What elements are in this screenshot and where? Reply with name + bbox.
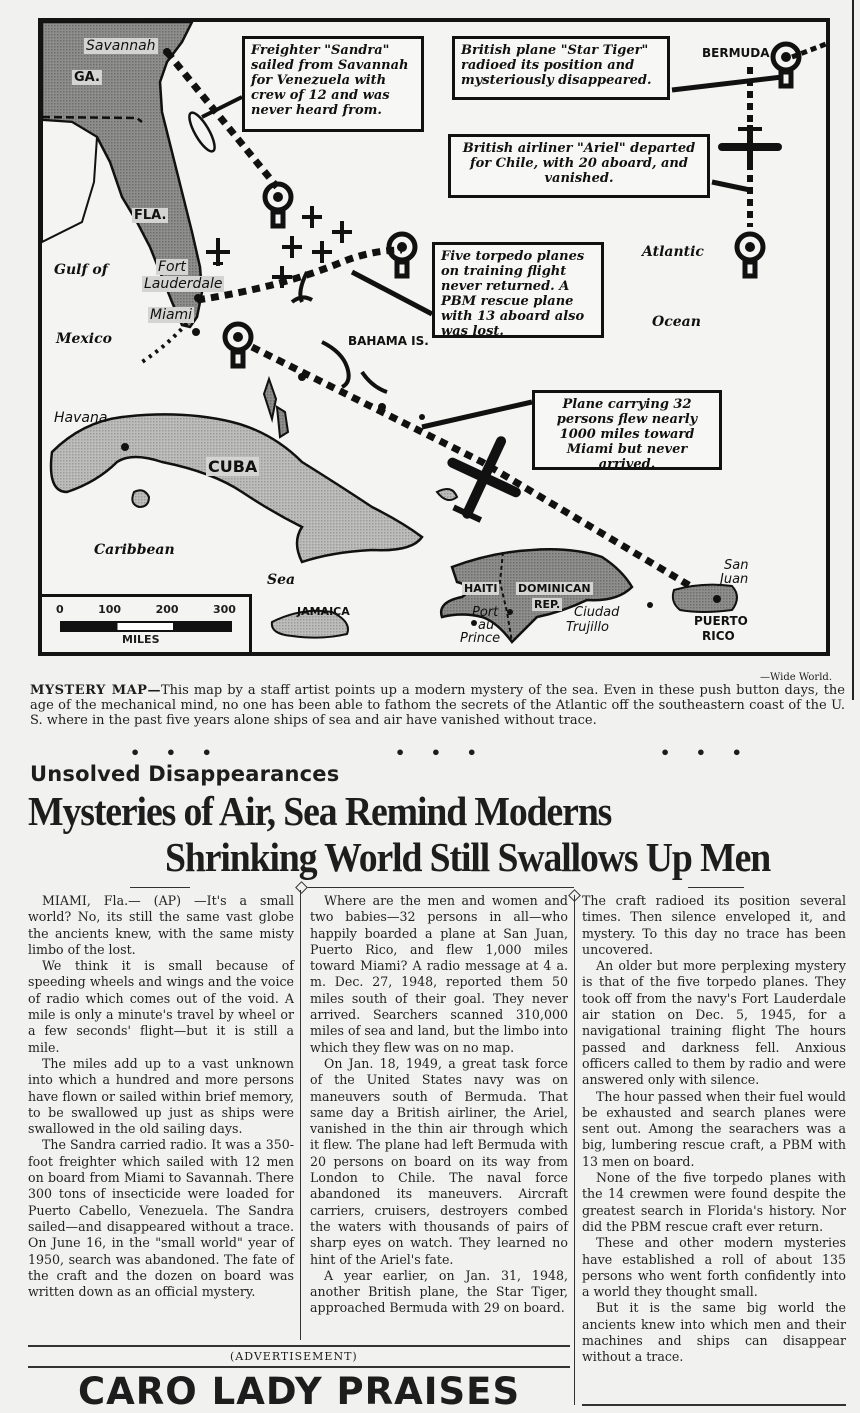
label-trujillo: Trujillo bbox=[566, 620, 609, 635]
label-ciudad: Ciudad bbox=[574, 605, 620, 620]
paragraph: On Jan. 18, 1949, a great task force of the United States navy was on maneuvers south of Bermuda. That same day a British airliner, the Ariel, vanished in the thin air through which it flew. The plane had left Bermuda with 20 persons on board on its way from London to Chile. The naval force abandoned its maneuvers. Aircraft carriers, cruisers, destroyers combed the waters with thousands of pairs of sharp eyes on watch. They learned no hint of the Ariel's fate. bbox=[310, 1055, 568, 1267]
adjacent-column-rule bbox=[852, 0, 854, 700]
label-sea: Sea bbox=[267, 572, 296, 588]
divider bbox=[28, 1345, 570, 1347]
headline-line-1: Mysteries of Air, Sea Remind Moderns bbox=[28, 788, 612, 834]
scale-tick: 200 bbox=[155, 603, 179, 616]
scale-tick: 100 bbox=[98, 603, 122, 616]
label-florida: FLA. bbox=[134, 208, 167, 223]
ornament-icon bbox=[295, 881, 308, 894]
label-bahama-islands: BAHAMA IS. bbox=[348, 334, 429, 348]
map-caption bbox=[30, 683, 845, 728]
label-cuba: CUBA bbox=[208, 457, 258, 476]
label-ocean: Ocean bbox=[652, 314, 701, 330]
caption-lead: MYSTERY MAP— bbox=[30, 683, 161, 698]
label-georgia: GA. bbox=[74, 70, 100, 85]
label-rep: REP. bbox=[534, 598, 561, 611]
separator-dots: • • • bbox=[130, 743, 222, 762]
column-rule bbox=[300, 890, 301, 1340]
photo-credit: —Wide World. bbox=[760, 672, 832, 683]
label-miami: Miami bbox=[150, 307, 193, 323]
divider bbox=[688, 887, 744, 888]
article-column-2 bbox=[310, 893, 568, 1317]
paragraph: But it is the same big world the ancients knew into which men and their machines and ships can disappear without a trace. bbox=[582, 1300, 846, 1365]
divider bbox=[130, 887, 190, 888]
label-dominican: DOMINICAN bbox=[518, 582, 591, 595]
separator-dots: • • • bbox=[395, 743, 487, 762]
label-caribbean: Caribbean bbox=[94, 542, 175, 558]
label-savannah: Savannah bbox=[86, 38, 156, 54]
caption-text: This map by a staff artist points up a modern mystery of the sea. Even in these push button days, the age of the mechanical mind, no one has been able to fathom the secrets of the Atlantic off the southeastern coast of the U. S. where in the past five years alone ships of sea and air have vanished without trace. bbox=[30, 683, 846, 728]
mystery-map bbox=[38, 18, 830, 656]
label-havana: Havana bbox=[54, 410, 108, 426]
label-rico: RICO bbox=[702, 629, 735, 643]
paragraph: The Sandra carried radio. It was a 350-foot freighter which sailed with 12 men on board from Miami to Savannah. There 300 tons of insecticide were loaded for Puerto Cabello, Venezuela. The Sandra sailed—and disappeared without a trace. On June 16, in the "small world" year of 1950, search was abandoned. The fate of the craft and the dozen on board was written down as an official mystery. bbox=[28, 1137, 294, 1300]
article-column-3 bbox=[582, 893, 846, 1366]
advertisement-label: (ADVERTISEMENT) bbox=[230, 1350, 358, 1363]
label-atlantic: Atlantic bbox=[642, 244, 704, 260]
callout-plane-32: Plane carrying 32 persons flew nearly 1000 miles toward Miami but never arrived. bbox=[532, 390, 722, 470]
paragraph: The craft radioed its position several times. Then silence enveloped it, and mystery. To this day no trace has been uncovered. bbox=[582, 893, 846, 957]
label-fort: Fort bbox=[158, 259, 186, 275]
scale-graphic bbox=[60, 621, 232, 632]
scale-tick: 300 bbox=[213, 603, 236, 616]
label-port: Port bbox=[472, 605, 499, 620]
label-jamaica: JAMAICA bbox=[297, 605, 350, 618]
callout-star-tiger: British plane "Star Tiger" radioed its position and mysteriously disappeared. bbox=[452, 36, 670, 100]
label-prince: Prince bbox=[460, 631, 501, 646]
paragraph: The hour passed when their fuel would be exhausted and search planes were sent out. Among the searachers was a big, lumbering rescue craft, a PBM with 13 men on board. bbox=[582, 1088, 846, 1169]
headline-line-2: Shrinking World Still Swallows Up Men bbox=[165, 834, 771, 880]
article-column-1 bbox=[28, 893, 294, 1300]
label-bermuda: BERMUDA bbox=[702, 46, 770, 60]
divider bbox=[28, 1366, 570, 1368]
paragraph: A year earlier, on Jan. 31, 1948, another British plane, the Star Tiger, approached Bermuda with 29 on board. bbox=[310, 1267, 568, 1316]
paragraph: MIAMI, Fla.— (AP) —It's a small world? No, its still the same vast globe the ancients knew, with the same misty limbo of the lost. bbox=[28, 893, 294, 957]
scale-unit: MILES bbox=[122, 633, 160, 646]
scale-bar bbox=[42, 594, 252, 652]
callout-sandra: Freighter "Sandra" sailed from Savannah for Venezuela with crew of 12 and was never heard from. bbox=[242, 36, 424, 132]
label-gulf-of: Gulf of bbox=[54, 262, 108, 278]
paragraph: The miles add up to a vast unknown into which a hundred and more persons have flown or sailed within brief memory, to be swallowed up just as ships were swallowed in the old sailing days. bbox=[28, 1055, 294, 1137]
callout-torpedo-planes: Five torpedo planes on training flight never returned. A PBM rescue plane with 13 aboard also was lost. bbox=[432, 242, 604, 338]
divider bbox=[302, 887, 574, 888]
column-rule bbox=[574, 895, 575, 1405]
label-puerto: PUERTO bbox=[694, 614, 748, 628]
label-haiti: HAITI bbox=[464, 582, 498, 595]
paragraph: Where are the men and women and two babies—32 persons in all—who happily boarded a plane at San Juan, Puerto Rico, and flew 1,000 miles toward Miami? A radio message at 4 a. m. Dec. 27, 1948, reported them 50 miles south of their goal. They never arrived. Searchers scanned 310,000 miles of sea and land, but the limbo into which they flew was on no map. bbox=[310, 893, 568, 1055]
divider bbox=[582, 1404, 846, 1406]
separator-dots: • • • bbox=[660, 743, 752, 762]
label-au: au bbox=[478, 618, 495, 633]
label-mexico: Mexico bbox=[56, 331, 112, 347]
paragraph: None of the five torpedo planes with the 14 crewmen were found despite the greatest search in Florida's history. Nor did the PBM rescue craft ever return. bbox=[582, 1170, 846, 1234]
paragraph: An older but more perplexing mystery is that of the five torpedo planes. They took off from the navy's Fort Lauderdale air station on Dec. 5, 1945, for a navigational training flight The hours passed and darkness fell. Anxious officers called to them by radio and were answered only with silence. bbox=[582, 958, 846, 1088]
advertisement-headline: CARO LADY PRAISES bbox=[78, 1370, 521, 1413]
label-san: San bbox=[724, 558, 749, 573]
paragraph: These and other modern mysteries have established a roll of about 135 persons who went forth confidently into a world they thought small. bbox=[582, 1235, 846, 1300]
scale-tick: 0 bbox=[56, 603, 64, 616]
callout-ariel: British airliner "Ariel" departed for Chile, with 20 aboard, and vanished. bbox=[448, 134, 710, 198]
label-juan: Juan bbox=[720, 572, 749, 587]
article-kicker: Unsolved Disappearances bbox=[30, 762, 340, 786]
label-lauderdale: Lauderdale bbox=[144, 276, 223, 292]
paragraph: We think it is small because of speeding wheels and wings and the voice of radio which comes out of the void. A mile is only a minute's travel by wheel or a few seconds' flight—but it is still a mile. bbox=[28, 958, 294, 1055]
